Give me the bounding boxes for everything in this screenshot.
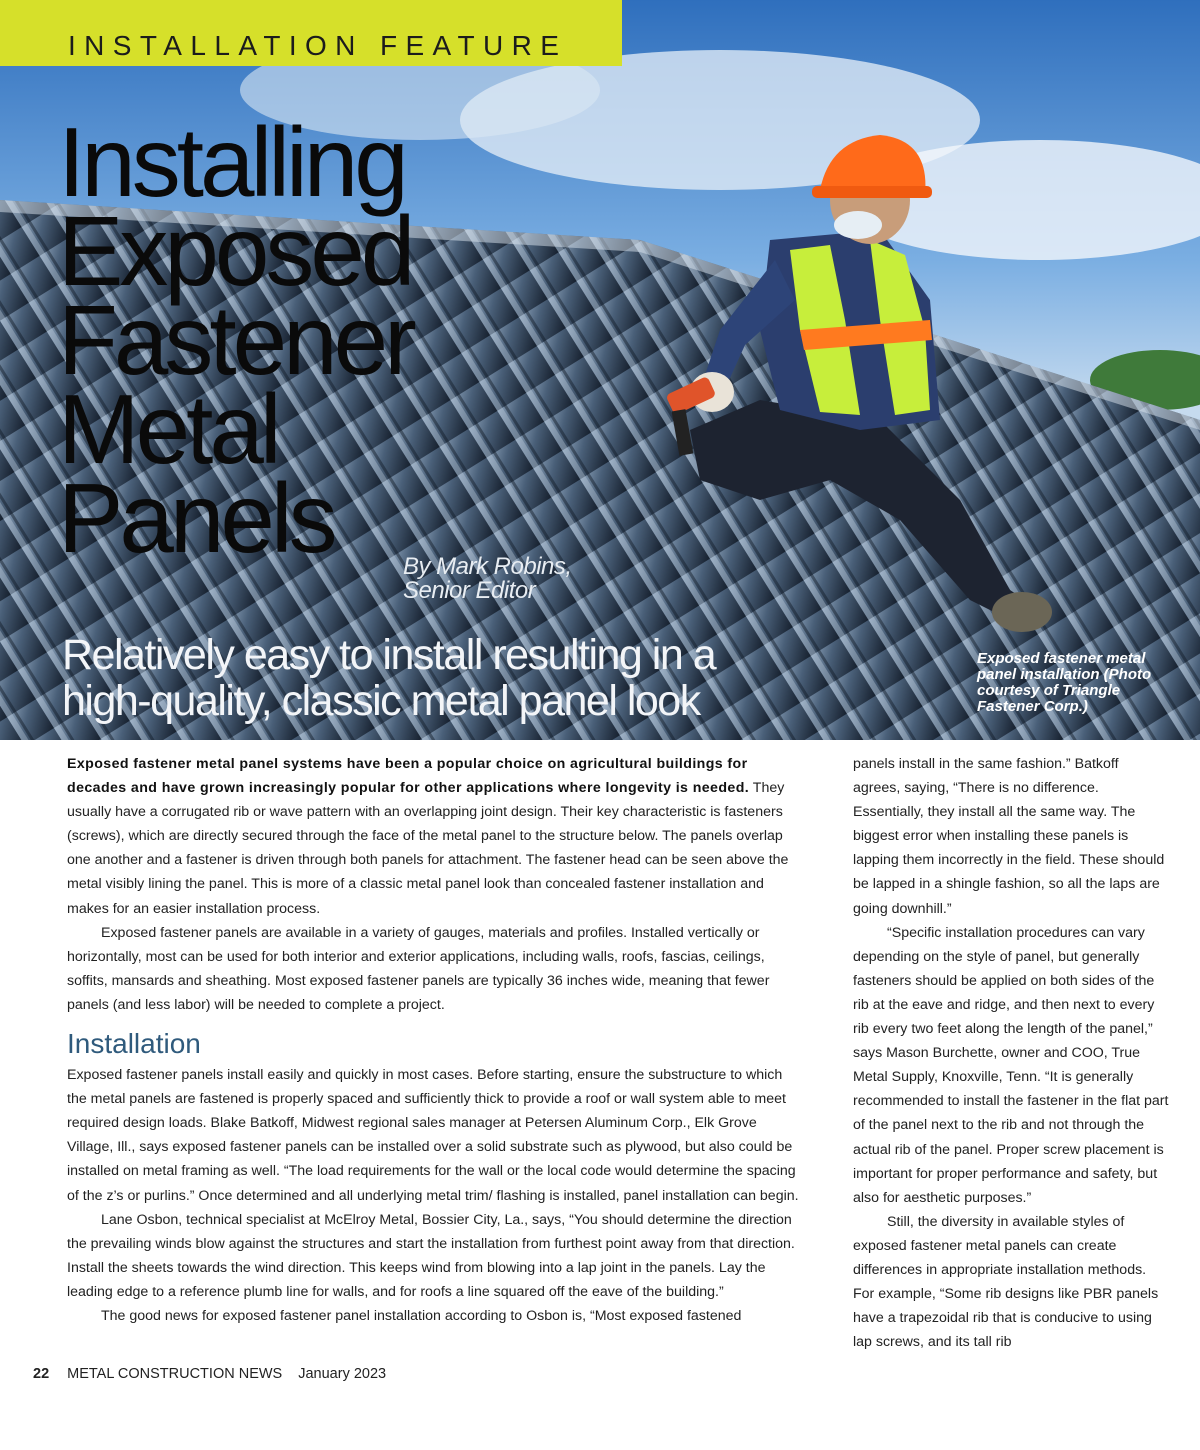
deck-line: high-quality, classic metal panel look	[62, 677, 700, 725]
body-paragraph: The good news for exposed fastener panel installation according to Osbon is, “Most exposed fastened	[101, 1307, 742, 1324]
body-paragraph: Exposed fastener panels install easily and quickly in most cases. Before starting, ensure the substructure to which the metal panels are fastened is properly spaced and sufficiently thick to provide a roof or wall system able to meet required design loads. Blake Batkoff, Midwest regional sales manager at Petersen Aluminum Corp., Elk Grove Village, Ill., says exposed fastener panels can be installed over a solid substrate such as plywood, but also could be installed on metal framing as well. “The load requirements for the wall or the local code would determine the spacing of the z’s or purlins.” Once determined and all underlying metal trim/ flashing is installed, panel installation can begin.	[67, 1067, 799, 1204]
body-paragraph: “Specific installation procedures can vary depending on the style of panel, but generally fasteners should be applied on both sides of the rib at the eave and ridge, and then next to every rib every two feet along the length of the panel,” says Mason Burchette, owner and COO, True Metal Supply, Knoxville, Tenn. “It is generally recommended to install the fastener in the flat part of the panel next to the rib and not through the actual rib of the panel. Proper screw placement is important for proper performance and safety, but also for aesthetic purposes.”	[853, 924, 1169, 1206]
byline-author: By Mark Robins,	[403, 553, 572, 580]
article-column-right	[853, 752, 1169, 1354]
headline-line: Metal	[58, 374, 278, 484]
lead-bold-text: Exposed fastener metal panel systems have been a popular choice on agricultural buildings for decades and have grown increasingly popular for other applications where longevity is needed.	[67, 756, 750, 797]
page-number: 22	[33, 1366, 50, 1382]
issue-date: January 2023	[298, 1366, 387, 1382]
article-deck	[62, 632, 902, 724]
lead-paragraph	[67, 752, 803, 921]
body-paragraph: Still, the diversity in available styles of exposed fastener metal panels can create differences in appropriate installation methods. For example, “Some rib designs like PBR panels have a trapezoidal rib that is conducive to using lap screws, and its tall rib	[853, 1213, 1159, 1351]
page-footer	[33, 1366, 386, 1382]
headline-line: Fastener	[58, 285, 413, 395]
section-label: INSTALLATION FEATURE	[68, 30, 568, 61]
section-subhead: Installation	[67, 1028, 201, 1060]
section-banner	[0, 0, 622, 66]
byline	[403, 555, 572, 603]
magazine-name: METAL CONSTRUCTION NEWS	[67, 1366, 283, 1382]
lead-body-text: They usually have a corrugated rib or wave pattern with an overlapping joint design. Their key characteristic is fasteners (screws), which are directly secured through the face of the metal panel to the structure below. The panels overlap one another and a fastener is driven through both panels for attachment. The fastener head can be seen above the metal visibly lining the panel. This is more of a classic metal panel look than concealed fastener installation and makes for an easier installation process.	[67, 780, 789, 917]
byline-title: Senior Editor	[403, 577, 536, 604]
deck-line: Relatively easy to install resulting in a	[62, 631, 716, 679]
body-paragraph: panels install in the same fashion.” Batkoff agrees, saying, “There is no difference. Essentially, they install all the same way. The biggest error when installing these panels is lapping them incorrectly in the field. These should be lapped in a shingle fashion, so all the laps are going downhill.”	[853, 756, 1165, 917]
headline-line: Exposed	[58, 196, 412, 306]
headline-line: Installing	[58, 107, 405, 217]
body-paragraph: Exposed fastener panels are available in a variety of gauges, materials and profiles. Installed vertically or horizontally, most can be used for both interior and exterior applications, including walls, roofs, fascias, ceilings, soffits, mansards and sheathing. Most exposed fastener panels are typically 36 inches wide, meaning that fewer panels (and less labor) will be needed to complete a project.	[67, 924, 770, 1013]
photo-caption: Exposed fastener metal panel installation (Photo courtesy of Triangle Fastener Corp.)	[977, 650, 1152, 715]
article-column-left	[67, 752, 803, 1328]
headline-line: Panels	[58, 463, 334, 573]
body-paragraph: Lane Osbon, technical specialist at McElroy Metal, Bossier City, La., says, “You should determine the direction the prevailing winds blow against the structures and start the installation from furthest point away from that direction. Install the sheets towards the wind direction. This keeps wind from blowing into a lap joint in the panels. Lay the leading edge to a reference plumb line for walls, and for roofs a line squared off the eave of the building.”	[67, 1211, 795, 1300]
